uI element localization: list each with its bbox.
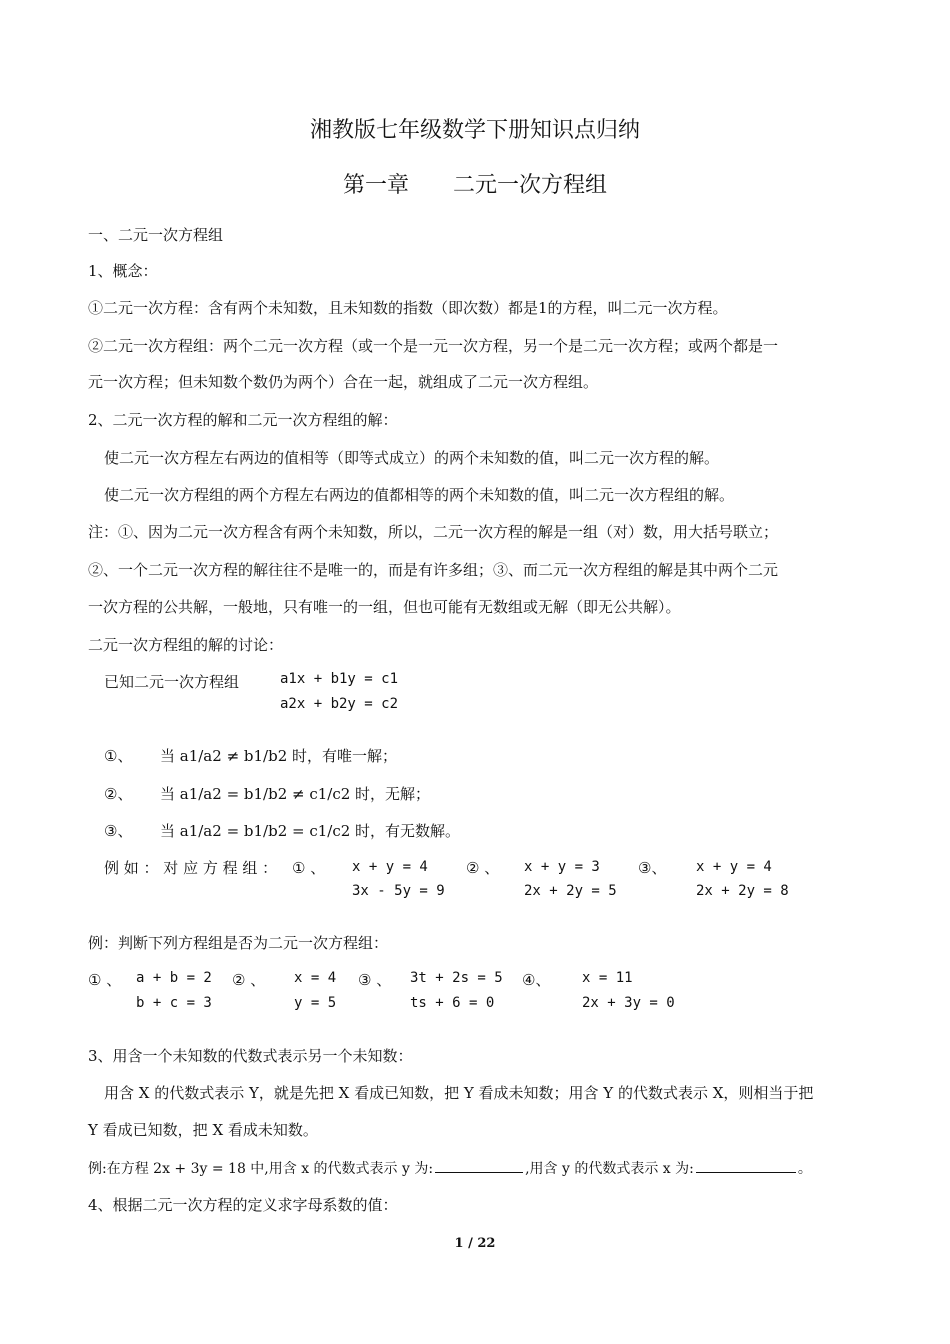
- case-1-number: ①、: [104, 747, 133, 765]
- expression-paragraph-line2: Y 看成已知数，把 X 看成未知数。: [88, 1121, 318, 1139]
- example-1-number: ① 、: [292, 859, 326, 877]
- answer-blank-2[interactable]: [696, 1158, 796, 1173]
- case-3-text: 当 a1/a2 = b1/b2 = c1/c2 时，有无数解。: [160, 822, 461, 840]
- expression-example-text-b: ,用含 y 的代数式表示 x 为:: [525, 1161, 694, 1177]
- judge-4-number: ④、: [522, 971, 551, 989]
- case-3-number: ③、: [104, 822, 133, 840]
- example-3-equation-1: x + y = 4: [696, 859, 772, 875]
- expression-example: [88, 1158, 812, 1179]
- example-2-equation-1: x + y = 3: [524, 859, 600, 875]
- given-equation-1: a1x + b1y = c1: [280, 671, 399, 687]
- note-line-2: ②、一个二元一次方程的解往往不是唯一的，而是有许多组；③、而二元一次方程组的解是其中两个二元: [88, 561, 779, 579]
- example-label: 例 如 ： 对 应 方 程 组 ：: [104, 859, 278, 877]
- example-3-equation-2: 2x + 2y = 8: [696, 883, 789, 899]
- judge-1-number: ① 、: [88, 971, 122, 989]
- answer-blank-1[interactable]: [435, 1158, 523, 1173]
- document-title: 湘教版七年级数学下册知识点归纳: [309, 118, 640, 143]
- coefficient-heading: 4、根据二元一次方程的定义求字母系数的值：: [88, 1196, 398, 1214]
- page-number: 1 / 22: [454, 1236, 496, 1251]
- given-equation-2: a2x + b2y = c2: [280, 696, 399, 712]
- judge-2-equation-2: y = 5: [294, 995, 337, 1011]
- given-system-label: 已知二元一次方程组: [104, 673, 240, 691]
- case-2-text: 当 a1/a2 = b1/b2 ≠ c1/c2 时，无解；: [160, 785, 431, 803]
- judge-1-equation-1: a + b = 2: [136, 970, 212, 986]
- judge-4-equation-1: x = 11: [582, 970, 633, 986]
- judge-heading: 例：判断下列方程组是否为二元一次方程组：: [88, 934, 389, 952]
- judge-2-equation-1: x = 4: [294, 970, 337, 986]
- chapter-title: 第一章 二元一次方程组: [342, 173, 607, 198]
- expression-heading: 3、用含一个未知数的代数式表示另一个未知数：: [88, 1047, 413, 1065]
- judge-3-number: ③ 、: [358, 971, 392, 989]
- section-heading: 一、二元一次方程组: [88, 226, 224, 244]
- example-1-equation-1: x + y = 4: [352, 859, 428, 875]
- case-1-text: 当 a1/a2 ≠ b1/b2 时，有唯一解；: [160, 747, 398, 765]
- expression-example-text-a: 例:在方程 2x + 3y = 18 中,用含 x 的代数式表示 y 为:: [88, 1161, 434, 1177]
- note-line-1: 注：①、因为二元一次方程含有两个未知数，所以，二元一次方程的解是一组（对）数，用大括号联立；: [88, 523, 779, 541]
- judge-1-equation-2: b + c = 3: [136, 995, 212, 1011]
- definition-1: ①二元一次方程：含有两个未知数，且未知数的指数（即次数）都是1的方程，叫二元一次方程。: [88, 299, 728, 317]
- judge-4-equation-2: 2x + 3y = 0: [582, 995, 675, 1011]
- expression-paragraph-line1: 用含 X 的代数式表示 Y，就是先把 X 看成已知数，把 Y 看成未知数；用含 Y 的代数式表示 X，则相当于把: [104, 1084, 814, 1102]
- solution-paragraph-2: 使二元一次方程组的两个方程左右两边的值都相等的两个未知数的值，叫二元一次方程组的解。: [104, 486, 735, 504]
- example-3-number: ③、: [638, 859, 667, 877]
- expression-example-text-c: 。: [797, 1161, 812, 1177]
- example-1-equation-2: 3x - 5y = 9: [352, 883, 445, 899]
- solution-paragraph-1: 使二元一次方程左右两边的值相等（即等式成立）的两个未知数的值，叫二元一次方程的解。: [104, 449, 720, 467]
- judge-2-number: ② 、: [232, 971, 266, 989]
- judge-3-equation-2: ts + 6 = 0: [410, 995, 495, 1011]
- judge-3-equation-1: 3t + 2s = 5: [410, 970, 503, 986]
- concept-heading: 1、概念：: [88, 262, 158, 280]
- case-2-number: ②、: [104, 785, 133, 803]
- definition-2-line2: 元一次方程；但未知数个数仍为两个）合在一起，就组成了二元一次方程组。: [88, 373, 599, 391]
- solution-heading: 2、二元一次方程的解和二元一次方程组的解：: [88, 411, 398, 429]
- example-2-number: ② 、: [466, 859, 500, 877]
- note-line-3: 一次方程的公共解，一般地，只有唯一的一组，但也可能有无数组或无解（即无公共解）。: [88, 598, 681, 616]
- example-2-equation-2: 2x + 2y = 5: [524, 883, 617, 899]
- discussion-heading: 二元一次方程组的解的讨论：: [88, 636, 284, 654]
- definition-2-line1: ②二元一次方程组：两个二元一次方程（或一个是一元一次方程，另一个是二元一次方程；或两个都是一: [88, 337, 779, 355]
